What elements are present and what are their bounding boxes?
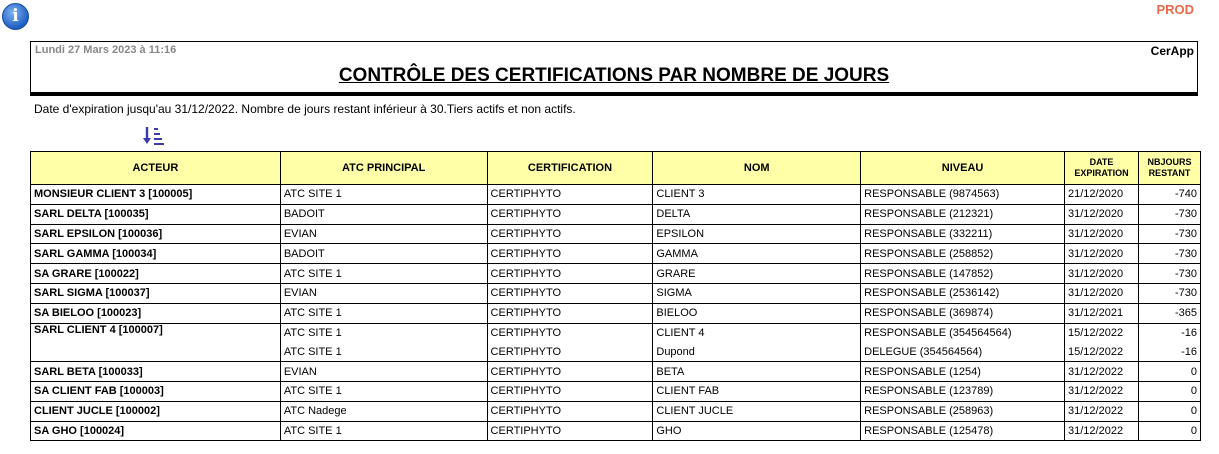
nbjours-restant-cell: -730 bbox=[1138, 224, 1200, 244]
nbjours-restant-cell: -730 bbox=[1138, 244, 1200, 264]
certification-cell: CERTIPHYTO bbox=[487, 224, 653, 244]
table-row[interactable] bbox=[31, 185, 1201, 205]
niveau-cell: RESPONSABLE (147852) bbox=[861, 264, 1065, 284]
nom-cell: Dupond bbox=[653, 342, 861, 361]
niveau-cell: RESPONSABLE (258963) bbox=[861, 401, 1065, 421]
table-row[interactable] bbox=[31, 204, 1201, 224]
certification-cell: CERTIPHYTO bbox=[487, 244, 653, 264]
sort-descending-icon[interactable] bbox=[143, 125, 165, 147]
acteur-cell: SARL DELTA [100035] bbox=[31, 204, 281, 224]
atc-principal-cell: EVIAN bbox=[280, 362, 487, 382]
report-filter-description: Date d'expiration jusqu'au 31/12/2022. Nombre de jours restant inférieur à 30.Tiers actifs et non actifs. bbox=[34, 102, 576, 116]
column-header[interactable]: NOM bbox=[653, 152, 861, 185]
atc-principal-cell: ATC SITE 1 bbox=[280, 185, 487, 205]
atc-principal-cell: EVIAN bbox=[280, 283, 487, 303]
column-header[interactable]: NIVEAU bbox=[861, 152, 1065, 185]
atc-principal-cell: ATC SITE 1 bbox=[280, 342, 487, 361]
niveau-cell: RESPONSABLE (2536142) bbox=[861, 283, 1065, 303]
nbjours-restant-cell: -16 bbox=[1138, 323, 1200, 342]
date-expiration-cell: 31/12/2022 bbox=[1065, 381, 1139, 401]
table-row[interactable] bbox=[31, 421, 1201, 441]
niveau-cell: RESPONSABLE (123789) bbox=[861, 381, 1065, 401]
page-title: CONTRÔLE DES CERTIFICATIONS PAR NOMBRE DE JOURS bbox=[338, 65, 890, 86]
column-header[interactable]: CERTIFICATION bbox=[487, 152, 653, 185]
nbjours-restant-cell: -365 bbox=[1138, 303, 1200, 323]
atc-principal-cell: ATC SITE 1 bbox=[280, 381, 487, 401]
acteur-cell: SA GRARE [100022] bbox=[31, 264, 281, 284]
table-row[interactable] bbox=[31, 401, 1201, 421]
certification-cell: CERTIPHYTO bbox=[487, 421, 653, 441]
column-header[interactable]: ACTEUR bbox=[31, 152, 281, 185]
acteur-cell: SA GHO [100024] bbox=[31, 421, 281, 441]
date-expiration-cell: 31/12/2020 bbox=[1065, 283, 1139, 303]
date-expiration-cell: 31/12/2021 bbox=[1065, 303, 1139, 323]
certification-cell: CERTIPHYTO bbox=[487, 323, 653, 342]
nom-cell: BIELOO bbox=[653, 303, 861, 323]
niveau-cell: RESPONSABLE (258852) bbox=[861, 244, 1065, 264]
niveau-cell: RESPONSABLE (354564564) bbox=[861, 323, 1065, 342]
niveau-cell: RESPONSABLE (9874563) bbox=[861, 185, 1065, 205]
nom-cell: CLIENT FAB bbox=[653, 381, 861, 401]
nbjours-restant-cell: 0 bbox=[1138, 362, 1200, 382]
acteur-cell: SA CLIENT FAB [100003] bbox=[31, 381, 281, 401]
nbjours-restant-cell: -16 bbox=[1138, 342, 1200, 361]
certification-cell: CERTIPHYTO bbox=[487, 283, 653, 303]
niveau-cell: RESPONSABLE (125478) bbox=[861, 421, 1065, 441]
date-expiration-cell: 31/12/2020 bbox=[1065, 264, 1139, 284]
date-expiration-cell: 21/12/2020 bbox=[1065, 185, 1139, 205]
info-icon[interactable]: i bbox=[2, 3, 29, 30]
nom-cell: SIGMA bbox=[653, 283, 861, 303]
certification-cell: CERTIPHYTO bbox=[487, 264, 653, 284]
certification-cell: CERTIPHYTO bbox=[487, 362, 653, 382]
table-row[interactable] bbox=[31, 303, 1201, 323]
nbjours-restant-cell: 0 bbox=[1138, 381, 1200, 401]
report-date: Lundi 27 Mars 2023 à 11:16 bbox=[35, 44, 177, 56]
nbjours-restant-cell: -730 bbox=[1138, 264, 1200, 284]
certification-cell: CERTIPHYTO bbox=[487, 185, 653, 205]
acteur-cell: SARL GAMMA [100034] bbox=[31, 244, 281, 264]
nbjours-restant-cell: -740 bbox=[1138, 185, 1200, 205]
nom-cell: CLIENT 4 bbox=[653, 323, 861, 342]
niveau-cell: RESPONSABLE (1254) bbox=[861, 362, 1065, 382]
atc-principal-cell: ATC SITE 1 bbox=[280, 323, 487, 342]
nbjours-restant-cell: -730 bbox=[1138, 283, 1200, 303]
date-expiration-cell: 15/12/2022 bbox=[1065, 323, 1139, 342]
atc-principal-cell: BADOIT bbox=[280, 244, 487, 264]
environment-label: PROD bbox=[1156, 2, 1194, 17]
atc-principal-cell: ATC SITE 1 bbox=[280, 303, 487, 323]
nom-cell: EPSILON bbox=[653, 224, 861, 244]
date-expiration-cell: 31/12/2020 bbox=[1065, 204, 1139, 224]
certification-cell: CERTIPHYTO bbox=[487, 342, 653, 361]
date-expiration-cell: 31/12/2022 bbox=[1065, 401, 1139, 421]
certification-cell: CERTIPHYTO bbox=[487, 401, 653, 421]
date-expiration-cell: 31/12/2020 bbox=[1065, 244, 1139, 264]
table-row[interactable] bbox=[31, 323, 1201, 342]
date-expiration-cell: 31/12/2022 bbox=[1065, 421, 1139, 441]
niveau-cell: RESPONSABLE (332211) bbox=[861, 224, 1065, 244]
column-header[interactable]: ATC PRINCIPAL bbox=[280, 152, 487, 185]
atc-principal-cell: ATC SITE 1 bbox=[280, 264, 487, 284]
nom-cell: DELTA bbox=[653, 204, 861, 224]
column-header[interactable]: DATE EXPIRATION bbox=[1065, 152, 1139, 185]
niveau-cell: RESPONSABLE (369874) bbox=[861, 303, 1065, 323]
niveau-cell: DELEGUE (354564564) bbox=[861, 342, 1065, 361]
column-header[interactable]: NBJOURS RESTANT bbox=[1138, 152, 1200, 185]
table-row[interactable] bbox=[31, 362, 1201, 382]
nom-cell: GHO bbox=[653, 421, 861, 441]
acteur-cell: MONSIEUR CLIENT 3 [100005] bbox=[31, 185, 281, 205]
table-row[interactable] bbox=[31, 224, 1201, 244]
nom-cell: CLIENT 3 bbox=[653, 185, 861, 205]
certification-cell: CERTIPHYTO bbox=[487, 381, 653, 401]
table-row[interactable] bbox=[31, 244, 1201, 264]
report-header bbox=[30, 41, 1198, 96]
atc-principal-cell: ATC Nadege bbox=[280, 401, 487, 421]
nom-cell: BETA bbox=[653, 362, 861, 382]
acteur-cell: SARL EPSILON [100036] bbox=[31, 224, 281, 244]
date-expiration-cell: 31/12/2022 bbox=[1065, 362, 1139, 382]
niveau-cell: RESPONSABLE (212321) bbox=[861, 204, 1065, 224]
acteur-cell: CLIENT JUCLE [100002] bbox=[31, 401, 281, 421]
date-expiration-cell: 15/12/2022 bbox=[1065, 342, 1139, 361]
date-expiration-cell: 31/12/2020 bbox=[1065, 224, 1139, 244]
table-row[interactable] bbox=[31, 264, 1201, 284]
nom-cell: CLIENT JUCLE bbox=[653, 401, 861, 421]
certification-cell: CERTIPHYTO bbox=[487, 303, 653, 323]
nbjours-restant-cell: -730 bbox=[1138, 204, 1200, 224]
atc-principal-cell: ATC SITE 1 bbox=[280, 421, 487, 441]
app-name: CerApp bbox=[1150, 44, 1194, 58]
nbjours-restant-cell: 0 bbox=[1138, 401, 1200, 421]
certification-cell: CERTIPHYTO bbox=[487, 204, 653, 224]
nbjours-restant-cell: 0 bbox=[1138, 421, 1200, 441]
certifications-table bbox=[30, 151, 1201, 441]
table-row[interactable] bbox=[31, 381, 1201, 401]
nom-cell: GAMMA bbox=[653, 244, 861, 264]
nom-cell: GRARE bbox=[653, 264, 861, 284]
atc-principal-cell: EVIAN bbox=[280, 224, 487, 244]
acteur-cell: SARL SIGMA [100037] bbox=[31, 283, 281, 303]
acteur-cell: SARL CLIENT 4 [100007] bbox=[31, 323, 281, 362]
table-row[interactable] bbox=[31, 283, 1201, 303]
atc-principal-cell: BADOIT bbox=[280, 204, 487, 224]
acteur-cell: SARL BETA [100033] bbox=[31, 362, 281, 382]
acteur-cell: SA BIELOO [100023] bbox=[31, 303, 281, 323]
